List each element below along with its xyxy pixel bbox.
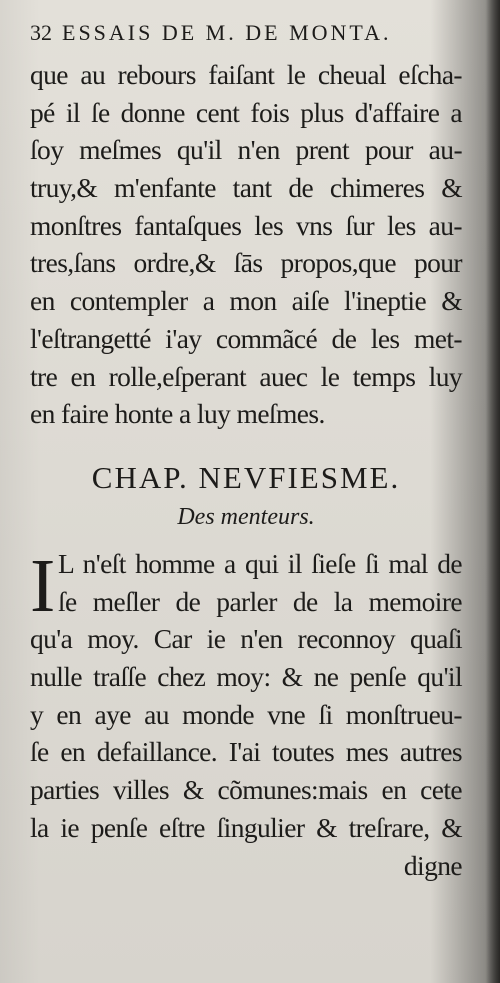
running-title: ESSAIS DE M. DE MONTA. <box>62 20 392 45</box>
text-line: nulle traſſe chez moy: & ne penſe qu'il <box>30 661 462 693</box>
text-line: truy,& m'enfante tant de chimeres & <box>30 172 462 204</box>
text-line: l'eſtrangetté i'ay commãcé de les met- <box>30 322 462 354</box>
text-line: tre en rolle,eſperant auec le temps luy <box>30 360 462 392</box>
text-line: ſe en defaillance. I'ai toutes mes autres <box>30 736 462 768</box>
text-line: que au rebours faiſant le cheual eſcha- <box>30 59 462 90</box>
text-line: en contempler a mon aiſe l'ineptie & <box>30 285 462 317</box>
text-line: parties villes & cõmunes:mais en cete <box>30 774 462 806</box>
running-head <box>30 20 460 54</box>
text-line: y en aye au monde vne ſi monſtrueu- <box>30 698 462 730</box>
text-line: en faire honte a luy meſmes. <box>30 398 325 430</box>
text-line: monſtres fantaſques les vns ſur les au- <box>30 209 462 241</box>
chapter-paragraph <box>30 545 462 884</box>
text-line: qu'a moy. Car ie n'en reconnoy quaſi <box>30 623 462 655</box>
drop-cap: I <box>30 544 56 628</box>
chapter-subtitle: Des menteurs. <box>177 504 315 530</box>
text-line: tres,ſans ordre,& ſās propos,que pour <box>30 247 462 279</box>
text-line: la ie penſe eſtre ſingulier & treſrare, & <box>30 811 462 843</box>
catchword: digne <box>403 849 462 881</box>
text-line: ſoy meſmes qu'il n'en prent pour au- <box>30 134 462 166</box>
text-line: ſe meſler de parler de la memoire <box>58 585 462 617</box>
page-edge-shadow <box>486 0 500 983</box>
text-line: pé il ſe donne cent fois plus d'affaire a <box>30 96 462 128</box>
text-line: L n'eſt homme a qui il ſieſe ſi mal de <box>58 548 462 579</box>
paragraph-continuation <box>30 56 462 433</box>
chapter-heading: CHAP. NEVFIESME. <box>91 460 401 495</box>
page-number: 32 <box>30 20 52 45</box>
